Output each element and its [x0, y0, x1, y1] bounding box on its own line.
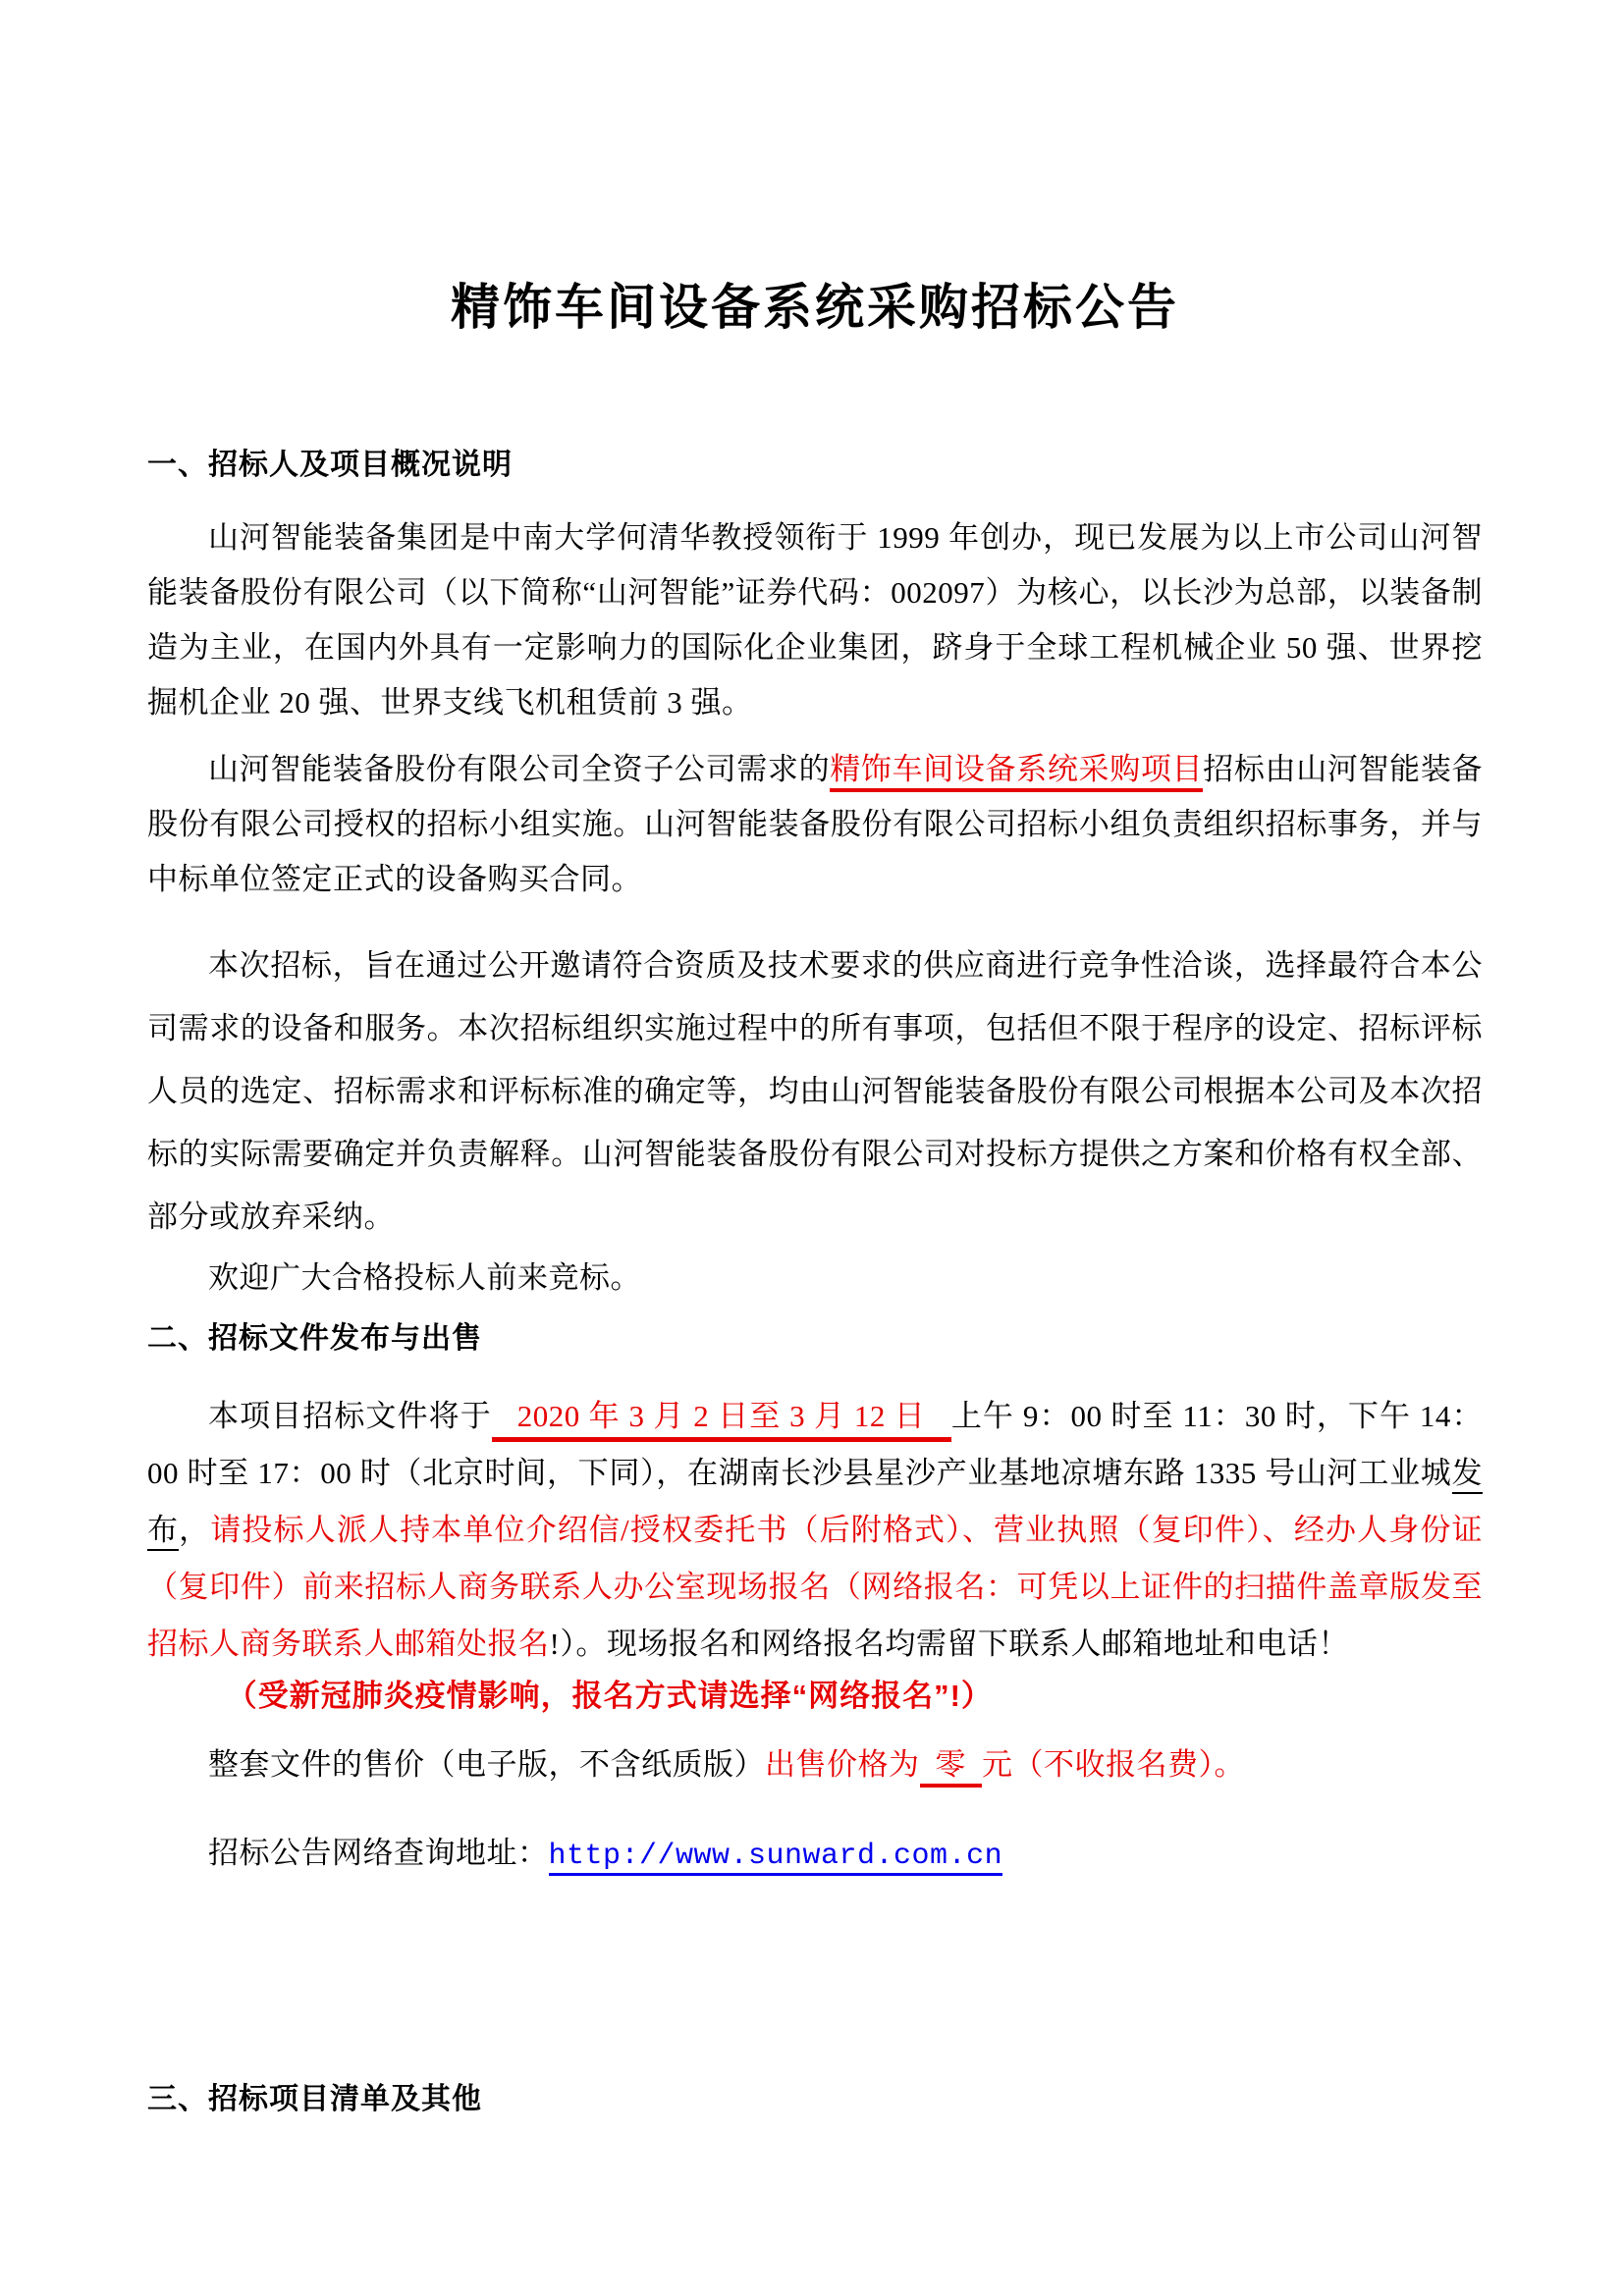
release-word-underlined: 发布 [147, 1456, 1483, 1551]
registration-red-notice: 请投标人派人持本单位介绍信/授权委托书（后附格式）、营业执照（复印件）、经办人身份证（复印件）前来招标人商务联系人办公室现场报名（网络报名：可凭以上证件的扫描件盖章版发至招标人商务联系人邮箱处报名 [147, 1513, 1484, 1661]
paragraph-document-price [147, 1737, 1483, 1792]
section1-heading: 一、招标人及项目概况说明 [147, 449, 513, 481]
registration-bracket-close: !）。 [549, 1627, 607, 1661]
paragraph-document-release [147, 1388, 1483, 1673]
price-red-lead: 出售价格为 [765, 1747, 920, 1782]
covid-notice: （受新冠肺炎疫情影响，报名方式请选择“网络报名”!） [226, 1679, 993, 1713]
price-zero-underlined: 零 [920, 1747, 983, 1788]
url-label: 招标公告网络查询地址： [208, 1836, 549, 1870]
release-time-info: 上午 9：00 时至 11：30 时，下午 14：00 时至 17：00 时（北京时间，下同），在湖南长沙县星沙产业基地凉塘东路 1335 号山河工业城 [147, 1399, 1484, 1490]
project-name-highlight: 精饰车间设备系统采购项目 [830, 752, 1203, 792]
paragraph-welcome-bidders: 欢迎广大合格投标人前来竞标。 [208, 1260, 641, 1295]
document-title: 精饰车间设备系统采购招标公告 [451, 280, 1179, 335]
section2-heading: 二、招标文件发布与出售 [147, 1322, 482, 1355]
release-comma: ， [179, 1513, 211, 1547]
paragraph-company-intro: 山河智能装备集团是中南大学何清华教授领衔于 1999 年创办，现已发展为以上市公司山河智能装备股份有限公司（以下简称“山河智能”证券代码：002097）为核心，以长沙为总部，以装备制造为主业，在国内外具有一定影响力的国际化企业集团，跻身于全球工程机械企业 50 强、世界挖掘机企业 20 强、世界支线飞机租赁前 3 强。 [147, 520, 1483, 720]
price-lead-text: 整套文件的售价（电子版，不含纸质版） [208, 1747, 765, 1782]
release-date-range: 2020 年 3 月 2 日至 3 月 12 日 [492, 1399, 951, 1442]
paragraph-tender-process: 本次招标，旨在通过公开邀请符合资质及技术要求的供应商进行竞争性洽谈，选择最符合本公司需求的设备和服务。本次招标组织实施过程中的所有事项，包括但不限于程序的设定、招标评标人员的选定、招标需求和评标标准的确定等，均由山河智能装备股份有限公司根据本公司及本次招标的实际需要确定并负责解释。山河智能装备股份有限公司对投标方提供之方案和价格有权全部、部分或放弃采纳。 [147, 948, 1483, 1234]
registration-tail-text: 现场报名和网络报名均需留下联系人邮箱地址和电话！ [606, 1627, 1349, 1661]
price-red-tail: 元（不收报名费）。 [982, 1747, 1245, 1782]
release-lead-text: 本项目招标文件将于 [208, 1399, 492, 1433]
paragraph-project-authorization [147, 742, 1483, 907]
section3-heading: 三、招标项目清单及其他 [147, 2083, 482, 2115]
text-run-before-project: 山河智能装备股份有限公司全资子公司需求的 [208, 752, 831, 786]
paragraph-announcement-url [147, 1826, 1483, 1884]
announcement-url-link[interactable]: http://www.sunward.com.cn [549, 1840, 1003, 1876]
text-run-after-project: 招标由山河智能装备股份有限公司授权的招标小组实施。山河智能装备股份有限公司招标小组负责组织招标事务，并与中标单位签定正式的设备购买合同。 [147, 752, 1484, 896]
